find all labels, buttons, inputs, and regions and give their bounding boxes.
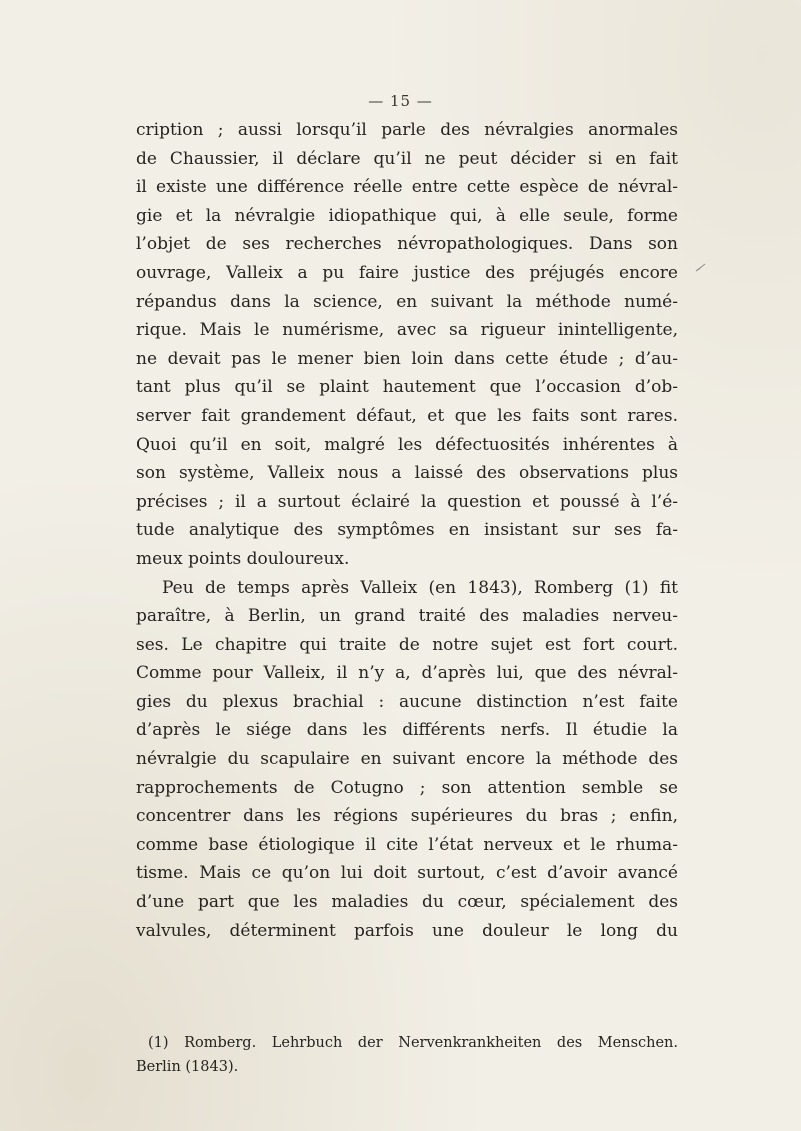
text-line: valvules, déterminent parfois une douleur le long du: [136, 920, 678, 941]
footnotes: [136, 1031, 678, 1079]
text-line: tant plus qu’il se plaint hautement que l’occasion d’ob-: [136, 377, 678, 398]
text-line: rique. Mais le numérisme, avec sa rigueur inintelligente,: [136, 320, 678, 341]
text-line: de Chaussier, il déclare qu’il ne peut décider si en fait: [136, 148, 678, 169]
text-line: ses. Le chapitre qui traite de notre sujet est fort court.: [136, 634, 678, 655]
text-line: gies du plexus brachial : aucune distinction n’est faite: [136, 691, 678, 712]
text-line: cription ; aussi lorsqu’il parle des névralgies anormales: [136, 120, 678, 140]
text-line: l’objet de ses recherches névropathologiques. Dans son: [136, 234, 678, 255]
text-line: il existe une différence réelle entre cette espèce de névral-: [136, 177, 678, 198]
text-line: gie et la névralgie idiopathique qui, à elle seule, forme: [136, 205, 678, 226]
text-line: meux points douloureux.: [136, 548, 350, 569]
footnote-line: Berlin (1843).: [136, 1059, 239, 1075]
pencil-mark-icon: [694, 263, 706, 273]
text-line: concentrer dans les régions supérieures du bras ; enfin,: [136, 806, 678, 827]
text-line: tisme. Mais ce qu’on lui doit surtout, c’est d’avoir avancé: [136, 863, 678, 884]
text-line: névralgie du scapulaire en suivant encore la méthode des: [136, 749, 678, 770]
text-line: précises ; il a surtout éclairé la question et poussé à l’é-: [136, 491, 678, 512]
text-line: Peu de temps après Valleix (en 1843), Romberg (1) fit: [162, 577, 678, 598]
text-line: son système, Valleix nous a laissé des observations plus: [136, 463, 678, 484]
text-line: ne devait pas le mener bien loin dans cette étude ; d’au-: [136, 348, 678, 369]
text-line: Quoi qu’il en soit, malgré les défectuosités inhérentes à: [136, 434, 678, 455]
page-number: — 15 —: [368, 92, 433, 110]
text-line: ouvrage, Valleix a pu faire justice des préjugés encore: [136, 262, 678, 283]
footnote-line: (1) Romberg. Lehrbuch der Nervenkrankheiten des Menschen.: [148, 1035, 678, 1051]
text-line: Comme pour Valleix, il n’y a, d’après lui, que des névral-: [136, 663, 678, 684]
text-line: rapprochements de Cotugno ; son attention semble se: [136, 777, 678, 798]
text-line: d’une part que les maladies du cœur, spécialement des: [136, 892, 678, 913]
text-line: server fait grandement défaut, et que les faits sont rares.: [136, 405, 678, 426]
text-line: tude analytique des symptômes en insistant sur ses fa-: [136, 520, 678, 541]
text-line: d’après le siége dans les différents nerfs. Il étudie la: [136, 720, 678, 741]
text-line: comme base étiologique il cite l’état nerveux et le rhuma-: [136, 834, 678, 855]
body-text: [136, 116, 678, 945]
text-line: répandus dans la science, en suivant la méthode numé-: [136, 291, 678, 312]
text-line: paraître, à Berlin, un grand traité des maladies nerveu-: [136, 606, 678, 627]
